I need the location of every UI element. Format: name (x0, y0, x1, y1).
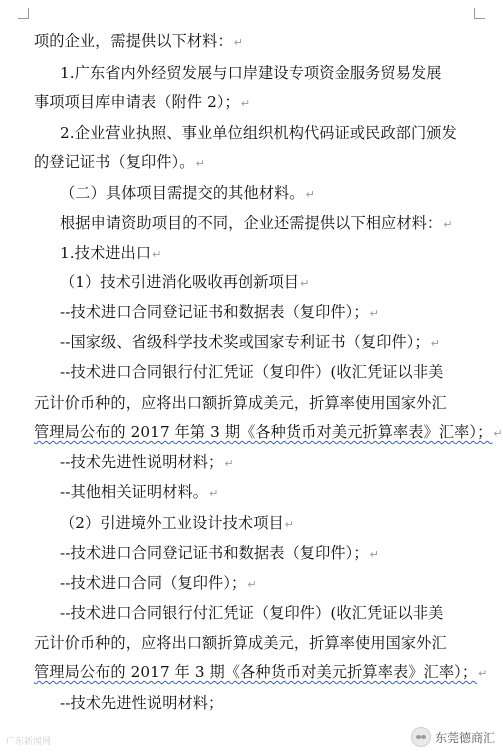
doc-line: --技术先进性说明材料； (60, 694, 224, 712)
watermark-right (411, 727, 495, 747)
doc-line: 事项项目库申请表（附件 2）；↵ (34, 93, 251, 111)
page-corner-mark-top-right (474, 8, 485, 19)
doc-line: （1）技术引进消化吸收再创新项目↵ (60, 273, 310, 291)
doc-line: 元计价币种的，应将出口额折算成美元，折算率使用国家外汇 (34, 394, 447, 412)
doc-line: --技术进口合同银行付汇凭证（复印件）(收汇凭证以非美 (60, 363, 444, 381)
watermark-right-label: 东莞德商汇 (434, 730, 495, 745)
doc-line: （二）具体项目需提交的其他材料。↵ (60, 184, 315, 202)
doc-line: --国家级、省级科学技术奖或国家专利证书（复印件）；↵ (60, 333, 441, 351)
doc-line: 2.企业营业执照、事业单位组织机构代码证或民政部门颁发 (60, 124, 457, 142)
doc-line: 管理局公布的 2017 年第 3 期《各种货币对美元折算率表》汇率）；↵ (34, 423, 503, 441)
doc-line: 1.技术进出口↵ (60, 244, 162, 262)
doc-line: 项的企业，需提供以下材料：↵ (34, 32, 244, 50)
doc-line: 的登记证书（复印件）。↵ (34, 153, 205, 171)
watermark-left: 广东新闻网 (6, 737, 52, 747)
doc-line: --技术进口合同登记证书和数据表（复印件）；↵ (60, 303, 379, 321)
wechat-icon (411, 727, 431, 747)
doc-line: 元计价币种的，应将出口额折算成美元，折算率使用国家外汇 (34, 634, 447, 652)
doc-line: --其他相关证明材料。↵ (60, 483, 219, 501)
doc-line: 管理局公布的 2017 年 3 期《各种货币对美元折算率表》汇率）；↵ (34, 663, 488, 681)
doc-line: --技术先进性说明材料；↵ (60, 453, 234, 471)
doc-line: 根据申请资助项目的不同，企业还需提供以下相应材料：↵ (60, 214, 453, 232)
doc-line: --技术进口合同银行付汇凭证（复印件）(收汇凭证以非美 (60, 604, 444, 622)
doc-line: （2）引进境外工业设计技术项目↵ (60, 514, 295, 532)
page-corner-mark-top-left (18, 8, 29, 19)
doc-line: --技术进口合同（复印件）；↵ (60, 574, 257, 592)
doc-line: 1.广东省内外经贸发展与口岸建设专项资金服务贸易发展 (60, 64, 442, 82)
doc-line: --技术进口合同登记证书和数据表（复印件）；↵ (60, 544, 379, 562)
